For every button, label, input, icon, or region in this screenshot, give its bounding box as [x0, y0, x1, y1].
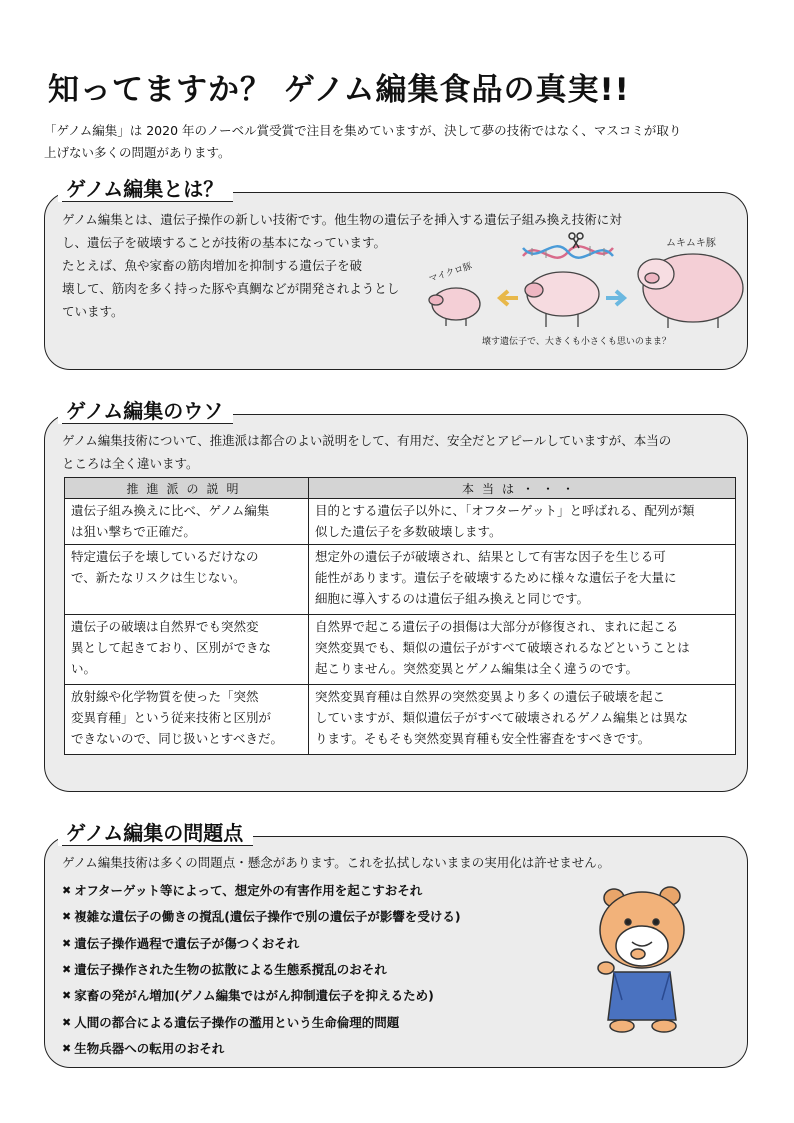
overalls-icon — [608, 972, 676, 1020]
section3-intro: ゲノム編集技術は多くの問題点・懸念があります。これを払拭しないままの実用化は許せません。 — [62, 855, 611, 870]
intro-paragraph — [44, 120, 754, 164]
section2-text — [62, 429, 752, 475]
intro-line: 上げない多くの問題があります。 — [44, 145, 231, 160]
list-item — [62, 1009, 582, 1035]
cell-line: 遺伝子の破壊は自然界でも突然変 — [71, 619, 259, 634]
muscle-pig-icon — [638, 254, 743, 328]
cross-mark-icon: ✖ — [62, 884, 72, 898]
cross-mark-icon: ✖ — [62, 910, 72, 924]
arrow-left-icon — [500, 291, 518, 305]
cell-line: 放射線や化学物質を使った「突然 — [71, 689, 259, 704]
cell-line: は狙い撃ちで正確だ。 — [71, 524, 196, 539]
claim-cell — [65, 685, 309, 755]
truth-cell — [309, 685, 736, 755]
cell-line: 能性があります。遺伝子を破壊するために様々な遺伝子を大量に — [315, 570, 677, 585]
comparison-table — [64, 477, 736, 755]
table-row — [65, 685, 736, 755]
cell-line: 細胞に導入するのは遺伝子組み換えと同じです。 — [315, 591, 590, 606]
section1-line: ゲノム編集とは、遺伝子操作の新しい技術です。他生物の遺伝子を挿入する遺伝子組み換え技術に対 — [62, 212, 622, 227]
cell-line: 起こりません。突然変異とゲノム編集は全く違うのです。 — [315, 661, 639, 676]
section1-line: し、遺伝子を破壊することが技術の基本になっています。 — [62, 235, 387, 250]
section2-heading: ゲノム編集のウソ — [58, 398, 233, 424]
section1-line: ています。 — [62, 304, 124, 319]
list-item-text: 家畜の発がん増加(ゲノム編集ではがん抑制遺伝子を抑えるため) — [74, 988, 434, 1004]
cell-line: できないので、同じ扱いとすべきだ。 — [71, 731, 284, 746]
cell-line: 変異育種」という従来技術と区別が — [71, 710, 272, 725]
list-item-text: 生物兵器への転用のおそれ — [74, 1040, 225, 1056]
list-item — [62, 878, 582, 904]
cell-line: 突然変異でも、類似の遺伝子がすべて破壊されるなどということは — [315, 640, 690, 655]
list-item-text: 複雑な遺伝子の働きの撹乱(遺伝子操作で別の遺伝子が影響を受ける) — [74, 909, 461, 925]
list-item-text: 人間の都合による遺伝子操作の濫用という生命倫理的問題 — [74, 1014, 400, 1030]
pig-illustration — [428, 228, 750, 330]
cell-line: 自然界で起こる遺伝子の損傷は大部分が修復され、まれに起こる — [315, 619, 679, 634]
cell-line: い。 — [71, 661, 97, 676]
arrow-right-icon — [606, 291, 624, 305]
illustration-caption: 壊す遺伝子で、大きくも小さくも思いのまま？ — [482, 337, 671, 347]
cross-mark-icon: ✖ — [62, 989, 72, 1003]
list-item — [62, 957, 582, 983]
table-header-row — [65, 478, 736, 499]
claim-cell — [65, 545, 309, 615]
list-item — [62, 904, 582, 930]
claim-cell — [65, 615, 309, 685]
section1-heading: ゲノム編集とは？ — [58, 176, 233, 202]
cell-line: ります。そもそも突然変異育種も安全性審査をすべきです。 — [315, 731, 651, 746]
truth-cell — [309, 615, 736, 685]
section2-line: ところは全く違います。 — [62, 456, 199, 471]
table-row — [65, 499, 736, 545]
truth-cell — [309, 499, 736, 545]
cell-line: していますが、類似遺伝子がすべて破壊されるゲノム編集とは異な — [315, 710, 689, 725]
cell-line: 突然変異育種は自然界の突然変異より多くの遺伝子破壊を起こ — [315, 689, 666, 704]
table-row — [65, 545, 736, 615]
list-item-text: オフターゲット等によって、想定外の有害作用を起こすおそれ — [74, 883, 423, 899]
list-item-text: 遺伝子操作された生物の拡散による生態系撹乱のおそれ — [74, 962, 387, 978]
cross-mark-icon: ✖ — [62, 936, 72, 950]
truth-cell — [309, 545, 736, 615]
cell-line: 遺伝子組み換えに比べ、ゲノム編集 — [71, 503, 270, 518]
intro-line: 「ゲノム編集」は 2020 年のノーベル賞受賞で注目を集めていますが、決して夢の技術ではなく、マスコミが取り — [44, 123, 682, 138]
cell-line: で、新たなリスクは生じない。 — [71, 570, 246, 585]
cell-line: 似した遺伝子を多数破壊します。 — [315, 524, 502, 539]
muscle-pig-label: ムキムキ豚 — [666, 238, 716, 249]
list-item-text: 遺伝子操作過程で遺伝子が傷つくおそれ — [74, 935, 300, 951]
page-title: 知ってますか？ ゲノム編集食品の真実!! — [48, 72, 630, 108]
list-item — [62, 983, 582, 1009]
section2-line: ゲノム編集技術について、推進派は都合のよい説明をして、有用だ、安全だとアピールしていますが、本当の — [62, 433, 672, 448]
table-row — [65, 615, 736, 685]
micro-pig-icon — [429, 288, 480, 326]
hamster-mascot-illustration — [592, 880, 702, 1040]
claim-cell — [65, 499, 309, 545]
table-header-claim: 推進派の説明 — [65, 478, 309, 499]
list-item — [62, 1036, 582, 1062]
cross-mark-icon: ✖ — [62, 1015, 72, 1029]
cross-mark-icon: ✖ — [62, 963, 72, 977]
section1-line: たとえば、魚や家畜の筋肉増加を抑制する遺伝子を破 — [62, 258, 363, 273]
cell-line: 特定遺伝子を壊しているだけなの — [71, 549, 259, 564]
problem-list — [62, 878, 582, 1062]
section1-line: 壊して、筋肉を多く持った豚や真鯛などが開発されようとし — [62, 281, 400, 296]
dna-strand-icon — [523, 246, 613, 258]
cell-line: 想定外の遺伝子が破壊され、結果として有害な因子を生じる可 — [315, 549, 666, 564]
normal-pig-icon — [525, 272, 599, 327]
cross-mark-icon: ✖ — [62, 1041, 72, 1055]
section3-heading: ゲノム編集の問題点 — [58, 820, 253, 846]
table-header-truth: 本当は・・・ — [309, 478, 736, 499]
cell-line: 異として起きており、区別ができな — [71, 640, 272, 655]
list-item — [62, 931, 582, 957]
micro-pig-label: マイクロ豚 — [428, 261, 474, 285]
cell-line: 目的とする遺伝子以外に、「オフターゲット」と呼ばれる、配列が類 — [315, 503, 695, 518]
